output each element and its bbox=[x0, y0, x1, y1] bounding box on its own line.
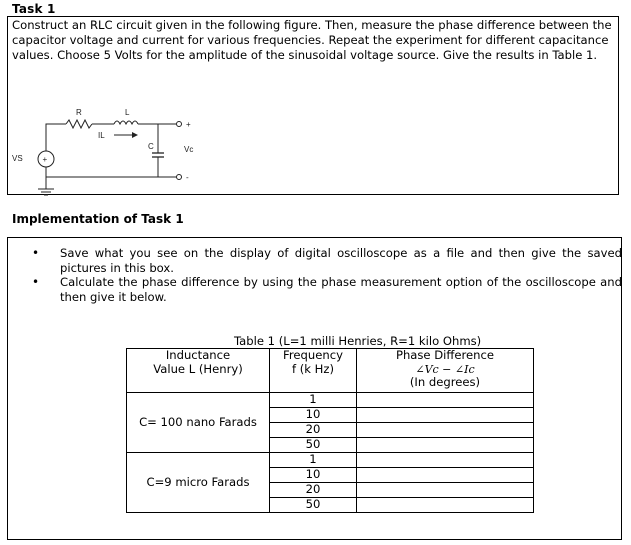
phase-input-cell[interactable] bbox=[357, 423, 534, 438]
frequency-cell: 50 bbox=[270, 498, 357, 513]
frequency-cell: 20 bbox=[270, 423, 357, 438]
phase-input-cell[interactable] bbox=[357, 483, 534, 498]
header-frequency bbox=[270, 349, 357, 393]
frequency-cell: 20 bbox=[270, 483, 357, 498]
phase-input-cell[interactable] bbox=[357, 438, 534, 453]
current-arrow-head bbox=[132, 132, 138, 138]
table-caption: Table 1 (L=1 milli Henries, R=1 kilo Ohms) bbox=[234, 334, 482, 348]
label-plus: + bbox=[186, 120, 191, 129]
instruction-item bbox=[32, 246, 622, 275]
header-frequency-line1: Frequency bbox=[283, 348, 343, 362]
instruction-text: Calculate the phase difference by using the phase measurement option of the oscilloscope and then give it below. bbox=[60, 275, 622, 304]
instruction-list bbox=[32, 246, 622, 304]
phase-input-cell[interactable] bbox=[357, 393, 534, 408]
bullet-icon: • bbox=[32, 275, 40, 289]
terminal-bottom bbox=[177, 175, 182, 180]
header-inductance-line1: Inductance bbox=[165, 348, 231, 362]
task-description: Construct an RLC circuit given in the following figure. Then, measure the phase difference between the capacitor voltage and current for various frequencies. Repeat the experiment for different capacitance values. Choose 5 Volts for the amplitude of the sinusoidal voltage source. Give the results in Table 1. bbox=[12, 18, 612, 62]
capacitance-cell: C= 100 nano Farads bbox=[127, 393, 270, 453]
terminal-top bbox=[177, 122, 182, 127]
header-phase-line1: Phase Difference bbox=[395, 348, 495, 362]
table-row bbox=[127, 453, 534, 468]
implementation-box bbox=[7, 237, 622, 540]
label-r: R bbox=[76, 108, 82, 117]
header-phase-line3: (In degrees) bbox=[409, 375, 481, 389]
frequency-cell: 10 bbox=[270, 408, 357, 423]
header-phase bbox=[357, 349, 534, 393]
instruction-item bbox=[32, 275, 622, 304]
instruction-text: Save what you see on the display of digital oscilloscope as a file and then give the saved pictures in this box. bbox=[60, 246, 622, 275]
label-il: IL bbox=[98, 131, 105, 140]
phase-input-cell[interactable] bbox=[357, 468, 534, 483]
rlc-circuit-diagram bbox=[8, 101, 208, 201]
label-source-plus: + bbox=[42, 155, 48, 164]
task-heading: Task 1 bbox=[12, 2, 56, 16]
frequency-cell: 1 bbox=[270, 453, 357, 468]
label-vs: VS bbox=[12, 154, 23, 163]
resistor-symbol bbox=[66, 120, 92, 128]
frequency-cell: 50 bbox=[270, 438, 357, 453]
header-frequency-line2: f (k Hz) bbox=[291, 361, 335, 376]
implementation-heading: Implementation of Task 1 bbox=[12, 212, 184, 226]
capacitance-cell: C=9 micro Farads bbox=[127, 453, 270, 513]
header-inductance bbox=[127, 349, 270, 393]
label-c: C bbox=[148, 142, 154, 151]
header-inductance-line2: Value L (Henry) bbox=[153, 361, 243, 376]
frequency-cell: 1 bbox=[270, 393, 357, 408]
label-l: L bbox=[125, 108, 130, 117]
inductor-symbol bbox=[114, 121, 138, 124]
label-minus: - bbox=[186, 173, 189, 182]
phase-input-cell[interactable] bbox=[357, 453, 534, 468]
phase-input-cell[interactable] bbox=[357, 408, 534, 423]
table-row bbox=[127, 393, 534, 408]
wire-top-left bbox=[46, 124, 66, 151]
phase-input-cell[interactable] bbox=[357, 498, 534, 513]
header-phase-formula: ∠Vc − ∠Ic bbox=[415, 362, 475, 376]
circuit-svg bbox=[8, 101, 208, 201]
table-header-row bbox=[127, 349, 534, 393]
frequency-cell: 10 bbox=[270, 468, 357, 483]
bullet-icon: • bbox=[32, 246, 40, 260]
label-vc: Vc bbox=[184, 145, 194, 154]
results-table bbox=[126, 348, 534, 513]
task-box bbox=[7, 16, 619, 195]
